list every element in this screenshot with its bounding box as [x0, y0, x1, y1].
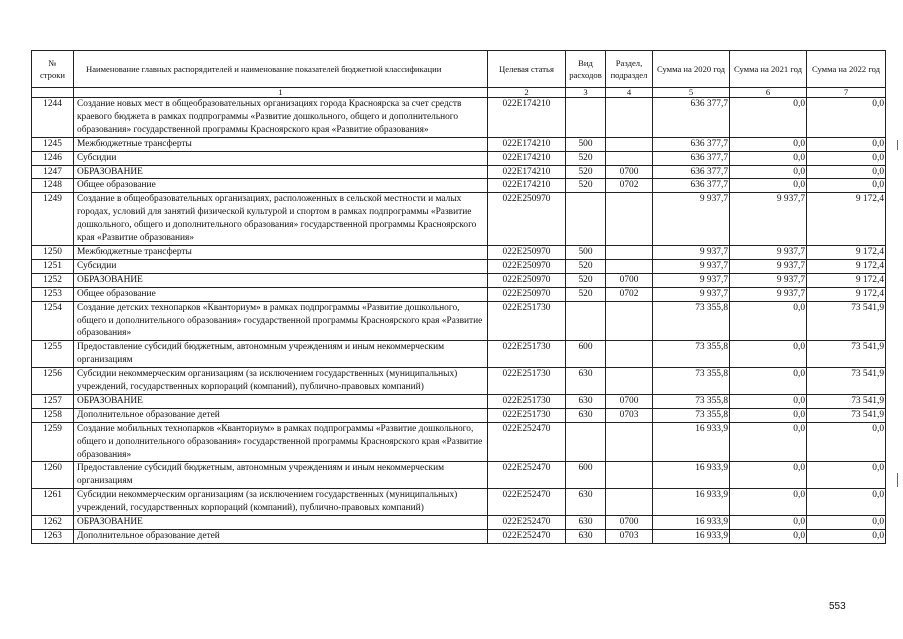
sum-2020: 73 355,8	[653, 368, 730, 395]
expense-kind: 600	[566, 462, 606, 489]
target-article: 022E174210	[488, 98, 566, 138]
table-row	[32, 422, 886, 462]
table-row	[32, 489, 886, 516]
scan-edge-mark	[897, 473, 898, 487]
target-article: 022E174210	[488, 151, 566, 165]
expense-kind	[566, 422, 606, 462]
expense-kind: 500	[566, 137, 606, 151]
table-header-row	[32, 51, 886, 88]
sum-2022: 0,0	[807, 165, 886, 179]
column-number: 1	[74, 88, 488, 98]
table-row	[32, 137, 886, 151]
target-article: 022E252470	[488, 516, 566, 530]
row-number: 1262	[32, 516, 74, 530]
row-number: 1252	[32, 273, 74, 287]
expense-kind	[566, 193, 606, 246]
section-code	[606, 301, 653, 341]
row-name: ОБРАЗОВАНИЕ	[74, 394, 488, 408]
section-code: 0703	[606, 408, 653, 422]
row-name: Общее образование	[74, 179, 488, 193]
sum-2022: 73 541,9	[807, 394, 886, 408]
row-number: 1259	[32, 422, 74, 462]
sum-2022: 0,0	[807, 422, 886, 462]
target-article: 022E251730	[488, 394, 566, 408]
header-sum-2020: Сумма на 2020 год	[653, 51, 730, 88]
sum-2021: 0,0	[730, 165, 807, 179]
column-number: 3	[566, 88, 606, 98]
section-code: 0700	[606, 516, 653, 530]
table-row	[32, 245, 886, 259]
sum-2022: 73 541,9	[807, 368, 886, 395]
budget-document	[31, 50, 885, 544]
target-article: 022E250970	[488, 245, 566, 259]
table-row	[32, 165, 886, 179]
table-row	[32, 273, 886, 287]
expense-kind: 630	[566, 489, 606, 516]
section-code	[606, 341, 653, 368]
table-row	[32, 151, 886, 165]
sum-2022: 73 541,9	[807, 301, 886, 341]
expense-kind: 520	[566, 165, 606, 179]
header-section: Раздел, подраздел	[606, 51, 653, 88]
section-code: 0700	[606, 165, 653, 179]
table-body	[32, 98, 886, 544]
row-number: 1246	[32, 151, 74, 165]
budget-table	[31, 50, 886, 544]
row-name: ОБРАЗОВАНИЕ	[74, 165, 488, 179]
header-sum-2022: Сумма на 2022 год	[807, 51, 886, 88]
sum-2022: 0,0	[807, 489, 886, 516]
expense-kind: 520	[566, 151, 606, 165]
header-name: Наименование главных распорядителей и наименование показателей бюджетной классификации	[74, 51, 488, 88]
sum-2020: 16 933,9	[653, 489, 730, 516]
section-code	[606, 98, 653, 138]
sum-2022: 0,0	[807, 462, 886, 489]
row-name: Дополнительное образование детей	[74, 530, 488, 544]
sum-2020: 636 377,7	[653, 179, 730, 193]
row-name: Межбюджетные трансферты	[74, 137, 488, 151]
row-name: Межбюджетные трансферты	[74, 245, 488, 259]
target-article: 022E250970	[488, 287, 566, 301]
target-article: 022E252470	[488, 530, 566, 544]
row-number: 1244	[32, 98, 74, 138]
target-article: 022E252470	[488, 462, 566, 489]
target-article: 022E251730	[488, 301, 566, 341]
column-number: 6	[730, 88, 807, 98]
row-name: Общее образование	[74, 287, 488, 301]
row-name: Субсидии некоммерческим организациям (за исключением государственных (муниципальных) учреждений, государственных корпораций (компаний), публично-правовых компаний)	[74, 489, 488, 516]
expense-kind: 630	[566, 368, 606, 395]
sum-2020: 16 933,9	[653, 530, 730, 544]
table-row	[32, 341, 886, 368]
section-code: 0702	[606, 287, 653, 301]
section-code	[606, 368, 653, 395]
header-target-article: Целевая статья	[488, 51, 566, 88]
sum-2020: 636 377,7	[653, 165, 730, 179]
sum-2020: 16 933,9	[653, 516, 730, 530]
expense-kind: 600	[566, 341, 606, 368]
sum-2020: 73 355,8	[653, 341, 730, 368]
row-number: 1251	[32, 259, 74, 273]
section-code: 0700	[606, 394, 653, 408]
row-number: 1247	[32, 165, 74, 179]
row-number: 1261	[32, 489, 74, 516]
section-code	[606, 422, 653, 462]
target-article: 022E251730	[488, 368, 566, 395]
sum-2020: 9 937,7	[653, 193, 730, 246]
sum-2021: 0,0	[730, 394, 807, 408]
expense-kind: 520	[566, 179, 606, 193]
sum-2022: 0,0	[807, 137, 886, 151]
row-number: 1257	[32, 394, 74, 408]
column-number: 7	[807, 88, 886, 98]
row-name: Создание детских технопарков «Кванториум» в рамках подпрограммы «Развитие дошкольного, общего и дополнительного образования» государственной программы Красноярского края «Развитие образования»	[74, 301, 488, 341]
sum-2020: 73 355,8	[653, 301, 730, 341]
row-number: 1249	[32, 193, 74, 246]
column-number-row	[32, 88, 886, 98]
sum-2021: 0,0	[730, 368, 807, 395]
section-code: 0703	[606, 530, 653, 544]
target-article: 022E174210	[488, 179, 566, 193]
expense-kind: 520	[566, 287, 606, 301]
section-code	[606, 462, 653, 489]
target-article: 022E252470	[488, 422, 566, 462]
sum-2022: 9 172,4	[807, 259, 886, 273]
sum-2022: 0,0	[807, 530, 886, 544]
row-number: 1254	[32, 301, 74, 341]
table-row	[32, 530, 886, 544]
target-article: 022E250970	[488, 193, 566, 246]
column-number: 5	[653, 88, 730, 98]
sum-2022: 0,0	[807, 98, 886, 138]
row-number: 1255	[32, 341, 74, 368]
expense-kind: 520	[566, 259, 606, 273]
row-name: Создание в общеобразовательных организациях, расположенных в сельской местности и малых городах, условий для занятий физической культурой и спортом в рамках подпрограммы «Развитие дошкольного, общего и дополнительного образования» государственной программы Красноярского края «Развитие образования»	[74, 193, 488, 246]
expense-kind: 630	[566, 516, 606, 530]
sum-2022: 9 172,4	[807, 193, 886, 246]
section-code	[606, 151, 653, 165]
sum-2021: 0,0	[730, 137, 807, 151]
target-article: 022E251730	[488, 408, 566, 422]
sum-2020: 636 377,7	[653, 98, 730, 138]
sum-2021: 0,0	[730, 462, 807, 489]
sum-2020: 73 355,8	[653, 408, 730, 422]
sum-2021: 9 937,7	[730, 245, 807, 259]
sum-2022: 9 172,4	[807, 273, 886, 287]
table-row	[32, 408, 886, 422]
expense-kind: 630	[566, 394, 606, 408]
row-name: Предоставление субсидий бюджетным, автономным учреждениям и иным некоммерческим организациям	[74, 341, 488, 368]
table-row	[32, 301, 886, 341]
expense-kind: 630	[566, 530, 606, 544]
row-name: ОБРАЗОВАНИЕ	[74, 516, 488, 530]
row-name: Субсидии	[74, 151, 488, 165]
sum-2021: 0,0	[730, 98, 807, 138]
header-row-number: № строки	[32, 51, 74, 88]
sum-2021: 0,0	[730, 422, 807, 462]
sum-2021: 9 937,7	[730, 273, 807, 287]
sum-2021: 0,0	[730, 489, 807, 516]
table-row	[32, 394, 886, 408]
sum-2020: 9 937,7	[653, 287, 730, 301]
column-number: 2	[488, 88, 566, 98]
target-article: 022E250970	[488, 273, 566, 287]
table-row	[32, 462, 886, 489]
row-number: 1256	[32, 368, 74, 395]
sum-2020: 9 937,7	[653, 273, 730, 287]
sum-2021: 0,0	[730, 151, 807, 165]
column-number-empty	[32, 88, 74, 98]
sum-2022: 9 172,4	[807, 287, 886, 301]
sum-2021: 0,0	[730, 301, 807, 341]
sum-2021: 0,0	[730, 530, 807, 544]
expense-kind: 630	[566, 408, 606, 422]
sum-2021: 0,0	[730, 341, 807, 368]
table-row	[32, 516, 886, 530]
target-article: 022E174210	[488, 165, 566, 179]
row-number: 1250	[32, 245, 74, 259]
column-number: 4	[606, 88, 653, 98]
header-sum-2021: Сумма на 2021 год	[730, 51, 807, 88]
sum-2022: 0,0	[807, 179, 886, 193]
sum-2022: 73 541,9	[807, 408, 886, 422]
table-row	[32, 287, 886, 301]
row-number: 1248	[32, 179, 74, 193]
target-article: 022E174210	[488, 137, 566, 151]
row-name: Субсидии	[74, 259, 488, 273]
sum-2020: 636 377,7	[653, 137, 730, 151]
sum-2022: 0,0	[807, 151, 886, 165]
row-number: 1245	[32, 137, 74, 151]
sum-2021: 0,0	[730, 408, 807, 422]
sum-2020: 636 377,7	[653, 151, 730, 165]
sum-2021: 9 937,7	[730, 259, 807, 273]
expense-kind: 500	[566, 245, 606, 259]
sum-2021: 9 937,7	[730, 287, 807, 301]
row-number: 1263	[32, 530, 74, 544]
sum-2021: 0,0	[730, 179, 807, 193]
table-row	[32, 193, 886, 246]
table-row	[32, 179, 886, 193]
expense-kind	[566, 301, 606, 341]
section-code: 0700	[606, 273, 653, 287]
section-code: 0702	[606, 179, 653, 193]
table-row	[32, 259, 886, 273]
target-article: 022E251730	[488, 341, 566, 368]
row-name: Субсидии некоммерческим организациям (за исключением государственных (муниципальных) учреждений, государственных корпораций (компаний), публично-правовых компаний)	[74, 368, 488, 395]
sum-2022: 73 541,9	[807, 341, 886, 368]
section-code	[606, 259, 653, 273]
sum-2021: 0,0	[730, 516, 807, 530]
section-code	[606, 137, 653, 151]
target-article: 022E250970	[488, 259, 566, 273]
row-name: Предоставление субсидий бюджетным, автономным учреждениям и иным некоммерческим организациям	[74, 462, 488, 489]
section-code	[606, 245, 653, 259]
sum-2020: 73 355,8	[653, 394, 730, 408]
row-name: ОБРАЗОВАНИЕ	[74, 273, 488, 287]
row-number: 1260	[32, 462, 74, 489]
row-number: 1258	[32, 408, 74, 422]
sum-2022: 0,0	[807, 516, 886, 530]
header-expense-kind: Вид расходов	[566, 51, 606, 88]
sum-2021: 9 937,7	[730, 193, 807, 246]
row-name: Создание мобильных технопарков «Кванториум» в рамках подпрограммы «Развитие дошкольного, общего и дополнительного образования» государственной программы Красноярского края «Развитие образования»	[74, 422, 488, 462]
section-code	[606, 193, 653, 246]
table-row	[32, 98, 886, 138]
row-name: Дополнительное образование детей	[74, 408, 488, 422]
expense-kind	[566, 98, 606, 138]
row-name: Создание новых мест в общеобразовательных организациях города Красноярска за счет средств краевого бюджета в рамках подпрограммы «Развитие дошкольного, общего и дополнительного образования» государственной программы Красноярского края «Развитие образования»	[74, 98, 488, 138]
sum-2022: 9 172,4	[807, 245, 886, 259]
sum-2020: 9 937,7	[653, 259, 730, 273]
expense-kind: 520	[566, 273, 606, 287]
target-article: 022E252470	[488, 489, 566, 516]
sum-2020: 16 933,9	[653, 462, 730, 489]
table-row	[32, 368, 886, 395]
scan-edge-mark	[897, 140, 898, 150]
row-number: 1253	[32, 287, 74, 301]
page-number: 553	[829, 601, 846, 612]
sum-2020: 9 937,7	[653, 245, 730, 259]
sum-2020: 16 933,9	[653, 422, 730, 462]
section-code	[606, 489, 653, 516]
